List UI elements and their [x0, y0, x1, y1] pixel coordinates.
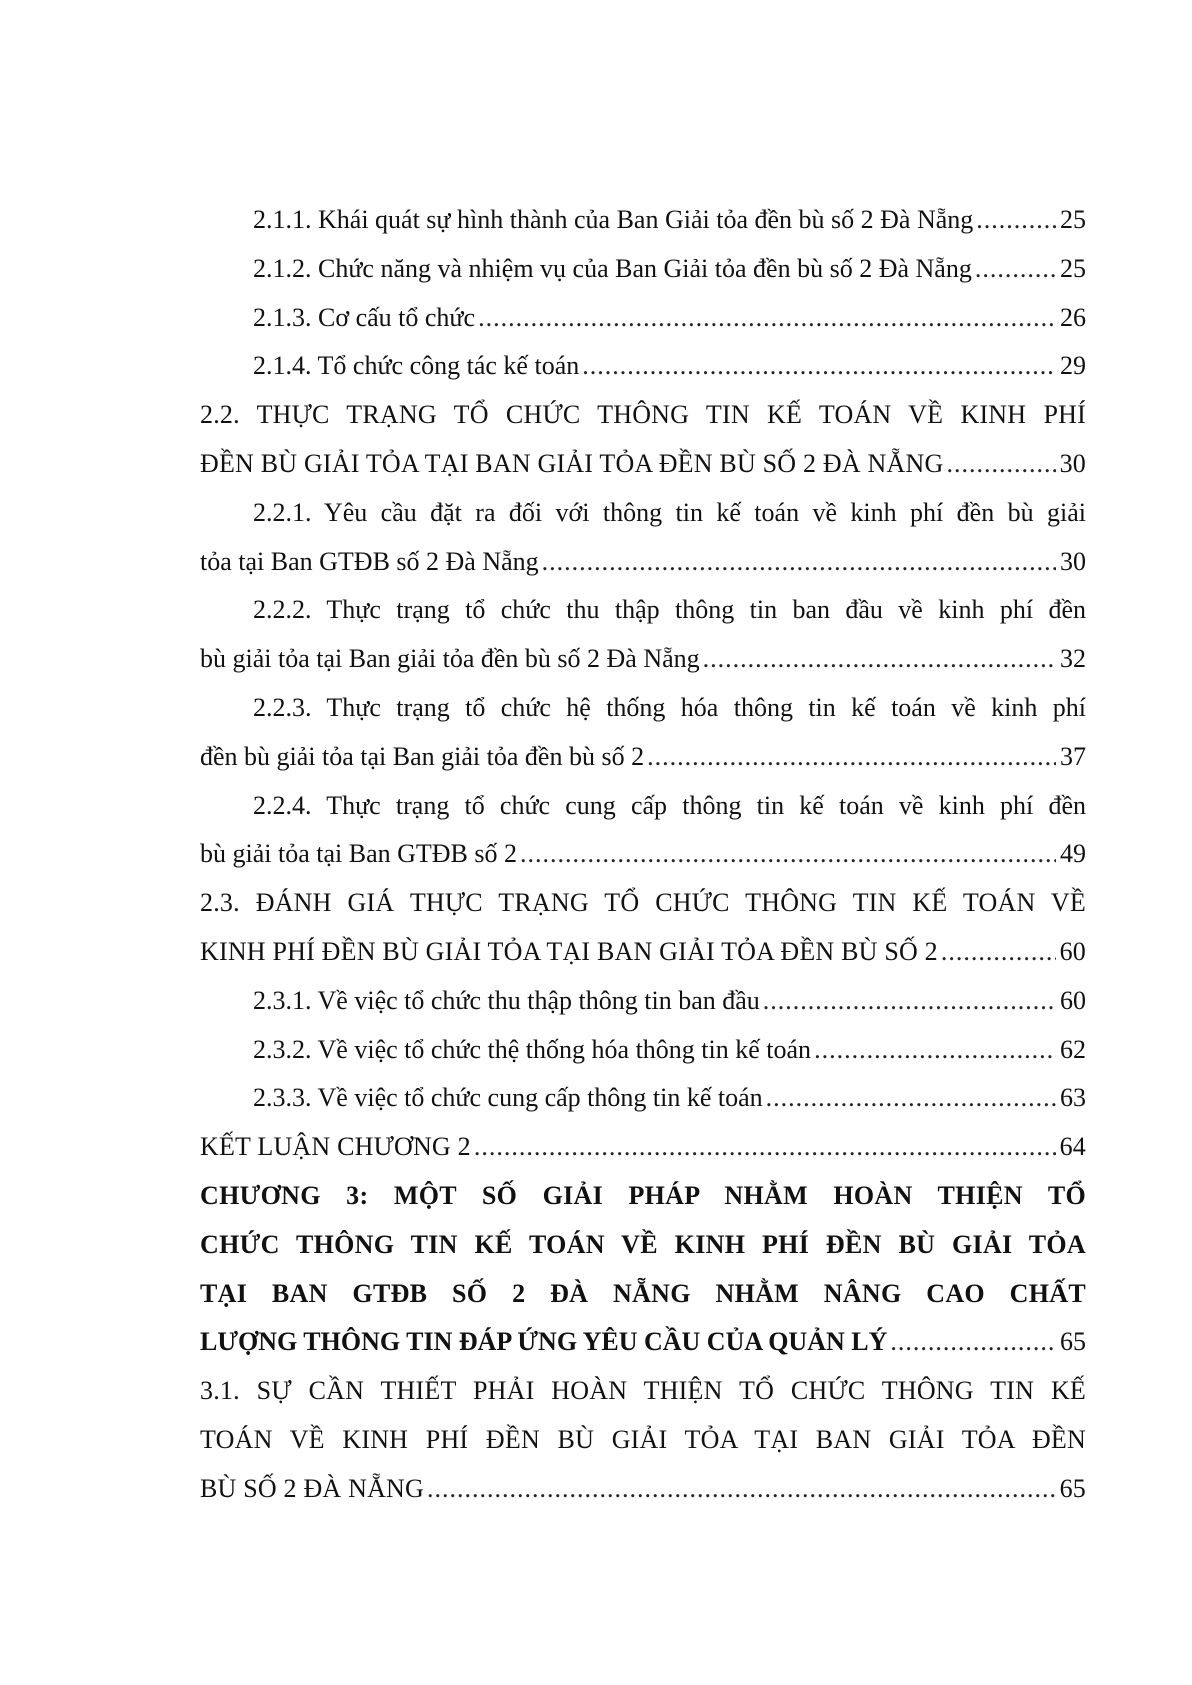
- toc-entry-title: 2.1.4. Tổ chức công tác kế toán: [253, 351, 580, 381]
- toc-entry-title: 2.1.2. Chức năng và nhiệm vụ của Ban Giải tỏa đền bù số 2 Đà Nẵng: [253, 253, 972, 283]
- dot-leader: [814, 1026, 1056, 1075]
- toc-entry-2-3-1[interactable]: [200, 977, 1086, 1026]
- dot-leader: [542, 538, 1056, 587]
- dot-leader: [582, 342, 1056, 391]
- toc-page-number: 60: [1059, 936, 1086, 966]
- toc-page-number: 25: [1060, 253, 1086, 283]
- toc-page-number: 30: [1060, 546, 1086, 576]
- toc-entry-ket-luan-chuong-2[interactable]: [200, 1123, 1086, 1172]
- toc-entry-title: 2.3.3. Về việc tổ chức cung cấp thông tin kế toán: [253, 1083, 763, 1113]
- toc-page-number: 64: [1059, 1132, 1086, 1162]
- toc-entry-2-3-2[interactable]: [200, 1026, 1086, 1075]
- toc-entry-2-2-1[interactable]: [200, 489, 1086, 587]
- table-of-contents: [200, 196, 1086, 1514]
- toc-entry-title-line: bù giải tỏa tại Ban GTĐB số 2: [200, 839, 518, 869]
- dot-leader: [703, 635, 1056, 684]
- dot-leader: [478, 294, 1056, 343]
- toc-entry-title-line: CHƯƠNG 3: MỘT SỐ GIẢI PHÁP NHẰM HOÀN THIỆN TỔ: [200, 1180, 1086, 1210]
- toc-entry-title-line: LƯỢNG THÔNG TIN ĐÁP ỨNG YÊU CẦU CỦA QUẢN LÝ: [200, 1327, 888, 1357]
- toc-entry-2-2-4[interactable]: [200, 782, 1086, 880]
- dot-leader: [763, 977, 1056, 1026]
- toc-page-number: 62: [1060, 1034, 1086, 1064]
- toc-entry-title-line: 2.2.4. Thực trạng tổ chức cung cấp thông tin kế toán về kinh phí đền: [253, 790, 1086, 820]
- toc-page-number: 63: [1060, 1083, 1086, 1113]
- toc-entry-title-line: TẠI BAN GTĐB SỐ 2 ĐÀ NẴNG NHẰM NÂNG CAO CHẤT: [200, 1278, 1086, 1308]
- toc-entry-title-line: BÙ SỐ 2 ĐÀ NẴNG: [200, 1473, 425, 1503]
- dot-leader: [474, 1123, 1056, 1172]
- toc-entry-title: 2.3.2. Về việc tổ chức thệ thống hóa thông tin kế toán: [253, 1034, 812, 1064]
- toc-entry-title-line: 2.3. ĐÁNH GIÁ THỰC TRẠNG TỔ CHỨC THÔNG TIN KẾ TOÁN VỀ: [200, 888, 1086, 918]
- toc-page-number: 32: [1060, 644, 1086, 674]
- dot-leader: [766, 1074, 1056, 1123]
- toc-entry-2-1-2[interactable]: [200, 245, 1086, 294]
- toc-entry-title: 2.3.1. Về việc tổ chức thu thập thông tin ban đầu: [253, 985, 760, 1015]
- toc-entry-title-line: đền bù giải tỏa tại Ban giải tỏa đền bù số 2: [200, 741, 645, 771]
- toc-entry-2-2[interactable]: [200, 391, 1086, 489]
- toc-entry-2-1-4[interactable]: [200, 342, 1086, 391]
- toc-entry-title-line: 2.2.1. Yêu cầu đặt ra đối với thông tin kế toán về kinh phí đền bù giải: [253, 497, 1086, 527]
- dot-leader: [975, 245, 1056, 294]
- toc-entry-title-line: TOÁN VỀ KINH PHÍ ĐỀN BÙ GIẢI TỎA TẠI BAN GIẢI TỎA ĐỀN: [200, 1424, 1086, 1454]
- toc-entry-title-line: ĐỀN BÙ GIẢI TỎA TẠI BAN GIẢI TỎA ĐỀN BÙ SỐ 2 ĐÀ NẴNG: [200, 448, 944, 478]
- toc-entry-2-1-1[interactable]: [200, 196, 1086, 245]
- toc-entry-title-line: CHỨC THÔNG TIN KẾ TOÁN VỀ KINH PHÍ ĐỀN BÙ GIẢI TỎA: [200, 1229, 1086, 1259]
- toc-page-number: 26: [1060, 302, 1086, 332]
- dot-leader: [946, 440, 1055, 489]
- toc-entry-2-1-3[interactable]: [200, 294, 1086, 343]
- toc-entry-2-3-3[interactable]: [200, 1074, 1086, 1123]
- dot-leader: [520, 830, 1056, 879]
- dot-leader: [941, 928, 1056, 977]
- dot-leader: [976, 196, 1056, 245]
- toc-entry-title-line: tỏa tại Ban GTĐB số 2 Đà Nẵng: [200, 546, 539, 576]
- toc-page-number: 30: [1059, 448, 1086, 478]
- toc-entry-chuong-3[interactable]: [200, 1172, 1086, 1367]
- toc-page-number: 60: [1060, 985, 1086, 1015]
- toc-page-number: 25: [1060, 205, 1086, 234]
- toc-entry-title-line: 2.2. THỰC TRẠNG TỔ CHỨC THÔNG TIN KẾ TOÁN VỀ KINH PHÍ: [200, 400, 1086, 430]
- toc-page-number: 29: [1060, 351, 1086, 381]
- toc-entry-title-line: 2.2.3. Thực trạng tổ chức hệ thống hóa thông tin kế toán về kinh phí: [253, 692, 1086, 722]
- toc-page-number: 37: [1060, 741, 1086, 771]
- toc-entry-2-3[interactable]: [200, 879, 1086, 977]
- toc-entry-2-2-2[interactable]: [200, 586, 1086, 684]
- toc-page-number: 49: [1060, 839, 1086, 869]
- toc-entry-title-line: bù giải tỏa tại Ban giải tỏa đền bù số 2 Đà Nẵng: [200, 644, 700, 674]
- toc-entry-title-line: 2.2.2. Thực trạng tổ chức thu thập thông tin ban đầu về kinh phí đền: [253, 595, 1086, 625]
- toc-entry-title: 2.1.3. Cơ cấu tổ chức: [253, 302, 476, 332]
- toc-page-number: 65: [1059, 1473, 1086, 1503]
- toc-entry-3-1[interactable]: [200, 1367, 1086, 1513]
- toc-page-number: 65: [1060, 1327, 1086, 1357]
- toc-entry-title-line: KINH PHÍ ĐỀN BÙ GIẢI TỎA TẠI BAN GIẢI TỎA ĐỀN BÙ SỐ 2: [200, 936, 938, 966]
- toc-entry-title-line: 3.1. SỰ CẦN THIẾT PHẢI HOÀN THIỆN TỔ CHỨC THÔNG TIN KẾ: [200, 1376, 1086, 1406]
- dot-leader: [890, 1318, 1056, 1367]
- toc-entry-title: 2.1.1. Khái quát sự hình thành của Ban Giải tỏa đền bù số 2 Đà Nẵng: [253, 205, 974, 234]
- dot-leader: [427, 1465, 1056, 1514]
- toc-entry-2-2-3[interactable]: [200, 684, 1086, 782]
- toc-entry-title: KẾT LUẬN CHƯƠNG 2: [200, 1132, 471, 1162]
- dot-leader: [647, 733, 1056, 782]
